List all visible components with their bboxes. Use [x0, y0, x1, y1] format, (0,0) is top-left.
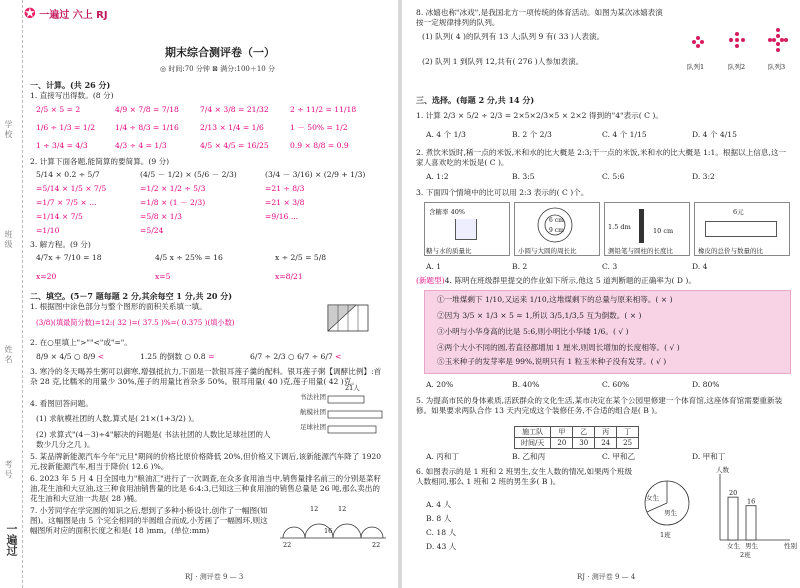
- bridge-label: 22: [283, 541, 292, 549]
- choice-5: 5. 为提高市民的身体素质,活跃群众的文化生活,某市决定在某个公园里修建一个体育馆,这座体育馆需要重新装修。如果要求两队合作 13 天内完成这个装修任务,不合适的组合是( B )。: [416, 396, 783, 415]
- calc-step: =1/7 × 7/5 × ...: [36, 198, 97, 207]
- choice-6: 6. 如图表示的是 1 班和 2 班男生,女生人数的情况,如果两个班级人数相同,那么 1 班和 2 班的男生多( B )。: [416, 467, 633, 486]
- small-d: 6 cm: [549, 217, 564, 224]
- cylinder-len: 10 cm: [653, 227, 674, 235]
- choice-4-text: 4. 陈明在班级群里提交的作业如下所示,他这 5 道判断题的正确率为( D )。: [444, 276, 696, 285]
- choice-option: A. 丙和丁: [426, 452, 460, 461]
- choice-option: A. 20%: [426, 380, 454, 389]
- bridge-label: 12: [310, 505, 319, 513]
- bridge-label: 22: [372, 541, 381, 549]
- oral-item: 4/9 × 7/8 = 7/18: [115, 105, 179, 114]
- choice-2: 2. 煮饮米饭时,稀一点的米饭,米和水的比大概是 2:3;干一点的米饭,米和水的比大概是 1:1。根据以上信息,这一家人喜欢吃的米饭是( C )。: [416, 148, 787, 167]
- strip-class: 班级: [4, 230, 13, 250]
- table-cell: 施工队: [515, 427, 551, 438]
- compare-item: [140, 352, 214, 362]
- equation-answer: x=20: [36, 272, 57, 281]
- compare-expr: 1.25 的倒数 ○ 0.8: [140, 352, 206, 361]
- calc-step: =21 × 3/8: [265, 198, 305, 207]
- judge-item: ⑤玉米种子的发芽率是 99%,说明只有 1 粒玉米种子没有发芽。( √ ): [437, 357, 667, 366]
- calc-step: =21 ÷ 8/3: [265, 184, 305, 193]
- club-label: 航模社团: [300, 408, 326, 416]
- eraser-icon: [705, 221, 777, 237]
- question-8-2: (2) 队列 1 到队列 12,共有( 276 )人参加表演。: [422, 57, 584, 66]
- compare-item: [250, 352, 342, 362]
- pie-label: 男生: [664, 509, 677, 517]
- fill-4-1: (1) 求航模社团的人数,算式是( 21×(1+3/2) )。: [36, 414, 199, 423]
- choice-option: C. 18 人: [426, 528, 457, 537]
- equation-answer: x=8/21: [275, 272, 303, 281]
- club-label: 足球社团: [300, 423, 326, 431]
- fill-6: 6. 2023 年 5 月 4 日全国电力"粮油汇"进行了一次调查,在众多食用油当中,销售量排名前三的分别是菜籽油,花生油和大豆油,这三种食用油销售量的比是 6:4:3,已知这三种食用油的销售总量是 26 吨,那么卖出的花生油和大豆油一共是( 28 )桶。: [30, 474, 382, 503]
- judge-item: ①一堆煤剩下 1/10,又运来 1/10,这堆煤剩下的总量与原来相等。( × ): [437, 295, 673, 304]
- choice-option: A. 1: [426, 262, 442, 271]
- question-8: 8. 冰嬉也称"冰戏",是我国北方一项传统的体育活动。如图为某次冰嬉表演按一定规律排列的队列。: [416, 8, 663, 27]
- table-cell: 甲: [551, 427, 573, 438]
- oral-item: 4/3 ÷ 4 = 1/3: [115, 141, 167, 150]
- club-count: 21人: [345, 384, 360, 392]
- choice-option: D. 43 人: [426, 542, 457, 551]
- equation: 4/7x + 7/10 = 18: [36, 253, 102, 262]
- section-choice: 三、选择。(每题 2 分,共 14 分): [416, 95, 535, 105]
- choice-option: A. 1:2: [426, 172, 449, 181]
- choice-option: D. 4: [692, 262, 708, 271]
- calc-step: =9/16 ...: [265, 212, 299, 221]
- equation: 4/5 x ÷ 25% = 16: [155, 253, 223, 262]
- choice-option: A. 4 个 1/3: [426, 130, 466, 139]
- calc-step: =5/8 × 1/3: [140, 212, 182, 221]
- binding-strip: [0, 0, 23, 588]
- pencil-len: 1.5 dm: [608, 223, 631, 231]
- cup-icon: [455, 219, 477, 240]
- data-label: 16: [747, 497, 756, 506]
- star-icon: ✪: [24, 6, 36, 22]
- calc-head: (4/5 － 1/2) × (5/6 － 2/3): [140, 170, 237, 179]
- calc-step: =1/2 × 1/2 ÷ 5/3: [140, 184, 206, 193]
- choice-option: C. 甲和乙: [602, 452, 636, 461]
- oral-item: 2 ÷ 11/2 = 11/18: [290, 105, 357, 114]
- oral-item: 1 ÷ 3/4 = 4/3: [36, 141, 88, 150]
- calc-step: =5/24: [140, 226, 164, 235]
- sugar-rate: 含糖率 40%: [429, 208, 466, 216]
- queue-label: 队列1: [687, 63, 705, 71]
- section-fill: 二、填空。(5－7 题每题 2 分,其余每空 1 分,共 20 分): [30, 291, 233, 301]
- table-cell: 时间/天: [515, 438, 551, 449]
- pencil-icon: [639, 209, 644, 243]
- calc-step: =1/8 × (1 － 2/3): [140, 198, 206, 207]
- fill-1: 1. 根据图中涂色部分与整个图形的面积关系填一填。: [30, 302, 207, 311]
- choice-option: B. 8 人: [426, 514, 452, 523]
- calc-head: 5/14 × 0.2 ÷ 5/7: [36, 170, 100, 179]
- shaded-figure: [328, 305, 370, 333]
- fill-2: 2. 在○里填上">""<"或"="。: [30, 338, 132, 347]
- page-footer: RJ · 测评卷 9 — 3: [185, 573, 244, 581]
- choice-option: C. 5:6: [602, 172, 625, 181]
- oral-item: 1 － 50% = 1/2: [290, 123, 348, 132]
- y-axis-label: 人数: [716, 466, 729, 474]
- choice-option: B. 40%: [512, 380, 540, 389]
- judge-item: ④两个大小不同的圆,若直径都增加 1 厘米,则周长增加的长度相等。( √ ): [437, 343, 680, 352]
- fill-5: 5. 某品牌新能源汽车今年"元旦"期间的价格比原价格降低 20%,但价格又下调后,该新能源汽车降了 1920 元,按新能源汽车,相当于降价( 12.6 )%。: [30, 452, 382, 471]
- choice-option: D. 甲和丁: [692, 452, 726, 461]
- large-d: 9 cm: [549, 227, 564, 234]
- bar: [746, 506, 756, 540]
- equation-answer: x=5: [155, 272, 171, 281]
- table-cell: 丙: [595, 427, 617, 438]
- calc-oral-head: 1. 直接写出得数。(8 分): [30, 91, 114, 100]
- group-label: 2班: [740, 551, 751, 559]
- eraser-price: 6元: [733, 208, 744, 216]
- oral-item: 7/4 × 3/8 = 21/32: [200, 105, 269, 114]
- choice-option: B. 3:5: [512, 172, 535, 181]
- judge-item: ②因为 3/5 × 1/3 × 5 = 1,所以 3/5,1/3,5 互为倒数。( × ): [437, 311, 642, 320]
- queue-diagram: [680, 20, 795, 60]
- brand-badge: [24, 6, 108, 22]
- bridge-label: 12: [338, 505, 347, 513]
- table-cell: 20: [551, 438, 573, 449]
- bar: [728, 497, 738, 540]
- choice-3: 3. 下面四个情境中的比可以用 2:3 表示的( C )个。: [416, 188, 589, 197]
- calc-step: =1/10: [36, 226, 60, 235]
- oral-item: 2/5 × 5 = 2: [36, 105, 81, 114]
- choice-option: B. 2 个 2/3: [512, 130, 552, 139]
- pie-label: 1班: [660, 531, 671, 539]
- pie-label: 女生: [646, 494, 659, 502]
- choice-option: D. 3:2: [692, 172, 715, 181]
- strip-school: 学校: [4, 120, 13, 140]
- brand-text: 一遍过 六上 RJ: [39, 10, 108, 21]
- section-calc: 一、计算。(共 26 分): [30, 80, 111, 90]
- equation: x ÷ 2/5 = 5/8: [275, 253, 327, 262]
- fill-4: 4. 看图回答问题。: [30, 399, 93, 408]
- oral-item: 1/6 ÷ 1/3 = 1/2: [36, 123, 96, 132]
- table-cell: 25: [617, 438, 639, 449]
- new-type-tag: (新题型): [416, 276, 445, 285]
- team-table: [514, 426, 639, 449]
- homework-box: [424, 290, 791, 374]
- compare-answer: <: [97, 352, 105, 361]
- calc-step: =5/14 × 1/5 × 7/5: [36, 184, 107, 193]
- side-brand: 一遍过: [5, 523, 18, 556]
- oral-item: 2/13 × 1/4 = 1/6: [200, 123, 264, 132]
- figure-caption: 糖与水的质量比: [426, 247, 472, 255]
- strip-name: 姓名: [4, 345, 13, 365]
- choice-option: C. 3: [602, 262, 618, 271]
- oral-item: 1/4 ÷ 8/3 = 1/16: [115, 123, 179, 132]
- compare-item: [36, 352, 104, 362]
- table-cell: 24: [595, 438, 617, 449]
- choice-4: [416, 276, 696, 286]
- choice-option: C. 4 个 1/15: [602, 130, 647, 139]
- x-axis-label: 性别: [784, 542, 797, 550]
- compare-expr: 6/7 ÷ 2/3 ○ 6/7 ÷ 6/7: [250, 352, 333, 361]
- table-cell: 丁: [617, 427, 639, 438]
- data-label: 20: [729, 489, 738, 498]
- fill-4-2: (2) 求算式"(4－3)÷4"解决的问题是( 书法社团的人数比足球社团的人数少几分之几 )。: [36, 430, 271, 449]
- choice-option: B. 2: [512, 262, 528, 271]
- circles-icon: [535, 205, 575, 245]
- calc-step: =1/14 × 7/5: [36, 212, 83, 221]
- queue-label: 队列2: [728, 63, 746, 71]
- table-cell: 乙: [573, 427, 595, 438]
- question-8-1: (1) 队列( 4 )的队列有 13 人;队列 9 有( 33 )人表演。: [422, 32, 605, 41]
- choice-option: D. 80%: [692, 380, 720, 389]
- figure-caption: 小圆与大圆的周长比: [518, 247, 577, 255]
- compare-answer: =: [208, 352, 215, 361]
- exam-meta: ◎ 时间:70 分钟 ⊠ 满分:100＋10 分: [160, 65, 275, 73]
- choice-option: B. 乙和丙: [512, 452, 546, 461]
- club-label: 书法社团: [300, 393, 326, 401]
- fill-3: 3. 寒冷的冬天喝养生粥可以御寒,增强抵抗力,下面是一款银耳莲子羹的配料。银耳莲子粥【调酵比例】:首杂 28 克,比糯米的用量少 30%,莲子的用量比首杂多 50%。银耳用量( 40 )克,莲子用量( 42 )克。: [30, 367, 382, 386]
- table-cell: 30: [573, 438, 595, 449]
- class2-bar-chart: [702, 468, 797, 558]
- compare-answer: <: [335, 352, 342, 361]
- queue-label: 队列3: [768, 63, 786, 71]
- right-page: [402, 0, 800, 588]
- choice-option: D. 4 个 4/15: [692, 130, 737, 139]
- page-title: 期末综合测评卷（一）: [165, 46, 275, 59]
- figure-caption: 测铅笔与圆柱的长度比: [608, 247, 673, 255]
- bridge-label: 16: [324, 527, 333, 535]
- strip-id: 考号: [4, 460, 13, 480]
- fill-1-answer: (3/8)(填最简分数)=12:( 32 )=( 37.5 )%=( 0.375 )(填小数): [36, 318, 235, 327]
- choice-option: C. 60%: [602, 380, 630, 389]
- figure-caption: 橡皮的总价与数量的比: [698, 247, 763, 255]
- compare-expr: 8/9 × 4/5 ○ 8/9: [36, 352, 96, 361]
- judge-item: ③小明与小华身高的比是 5:6,则小明比小华矮 1/6。( √ ): [437, 327, 629, 336]
- oral-item: 4/5 × 4/5 = 16/25: [200, 141, 269, 150]
- calc-head: (3/4 － 3/16) × (2/9 + 1/3): [265, 170, 366, 179]
- equation-head: 3. 解方程。(9 分): [30, 240, 91, 249]
- page-footer: RJ · 测评卷 9 — 4: [577, 573, 636, 581]
- oral-item: 0.9 × 8/8 = 0.9: [290, 141, 349, 150]
- choice-1: 1. 计算 2/3 × 5/2 ÷ 2/3 = 2×5×2/3×5 × 2×2 得到的"4"表示( C )。: [416, 111, 663, 120]
- category-label: 男生: [745, 542, 758, 550]
- fill-7: 7. 小芳同学在学完圆的知识之后,想到了多种小桥设计,创作了一幅图(如图)。这幅图是由 5 个完全相同的半圆组合而成,小芳画了一幅圆环,则这幅图所对应的面积长度之和是( 18 )mm。(单位:mm): [30, 506, 268, 535]
- category-label: 女生: [727, 542, 740, 550]
- calc-steps-head: 2. 计算下面各题,能简算的要简算。(9 分): [30, 157, 170, 166]
- left-page: [0, 0, 398, 588]
- choice-option: A. 4 人: [426, 500, 452, 509]
